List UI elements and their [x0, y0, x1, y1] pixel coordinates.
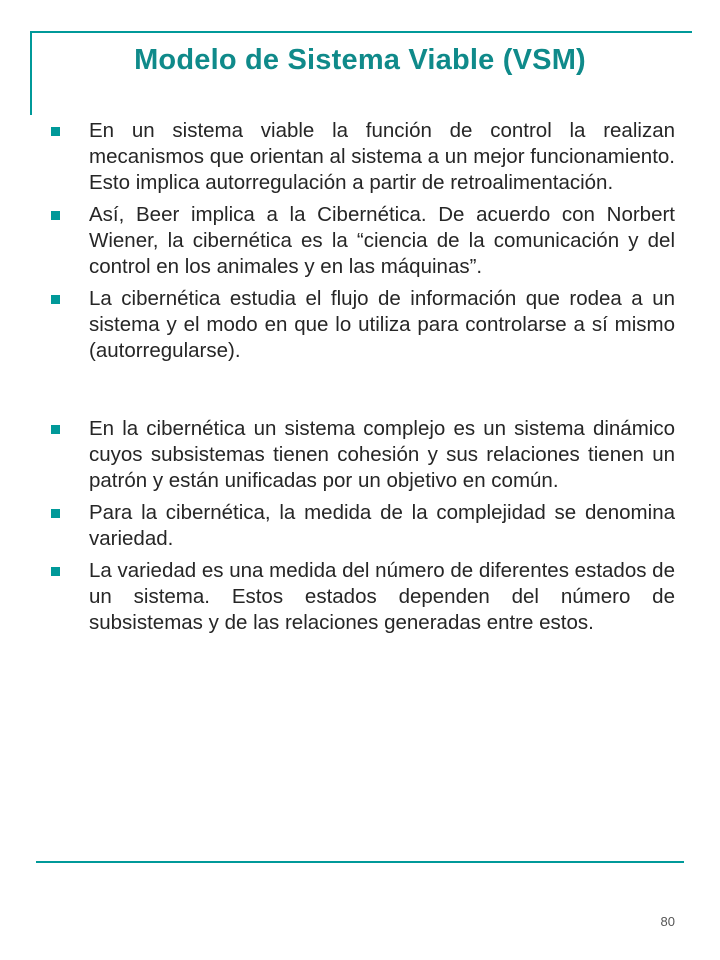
slide-title: Modelo de Sistema Viable (VSM) [134, 44, 586, 76]
page-number: 80 [660, 914, 675, 929]
bullet-item [50, 286, 675, 364]
bullet-list [50, 118, 675, 642]
square-bullet-icon [51, 295, 60, 304]
square-bullet-icon [51, 425, 60, 434]
bullet-item [50, 118, 675, 196]
bullet-item [50, 416, 675, 494]
square-bullet-icon [51, 567, 60, 576]
square-bullet-icon [51, 211, 60, 220]
bullet-item [50, 558, 675, 636]
top-border-line [30, 31, 692, 33]
bullet-text: En un sistema viable la función de control la realizan mecanismos que orientan al sistema a un mejor funcionamiento. Esto implica autorregulación a partir de retroalimentación. [89, 119, 675, 194]
bullet-text: Así, Beer implica a la Cibernética. De acuerdo con Norbert Wiener, la cibernética es la “ciencia de la comunicación y del control en los animales y en las máquinas”. [89, 203, 675, 278]
bullet-text: Para la cibernética, la medida de la complejidad se denomina variedad. [89, 501, 675, 550]
bottom-border-line [36, 861, 684, 863]
bullet-item [50, 500, 675, 552]
bullet-text: La cibernética estudia el flujo de información que rodea a un sistema y el modo en que lo utiliza para controlarse a sí mismo (autorregularse). [89, 287, 675, 362]
bullet-item [50, 202, 675, 280]
square-bullet-icon [51, 127, 60, 136]
bullet-text: En la cibernética un sistema complejo es un sistema dinámico cuyos subsistemas tienen cohesión y sus relaciones tienen un patrón y están unificadas por un objetivo en común. [89, 417, 675, 492]
square-bullet-icon [51, 509, 60, 518]
bullet-text: La variedad es una medida del número de diferentes estados de un sistema. Estos estados dependen del número de subsistemas y de las relaciones generadas entre estos. [89, 559, 675, 634]
